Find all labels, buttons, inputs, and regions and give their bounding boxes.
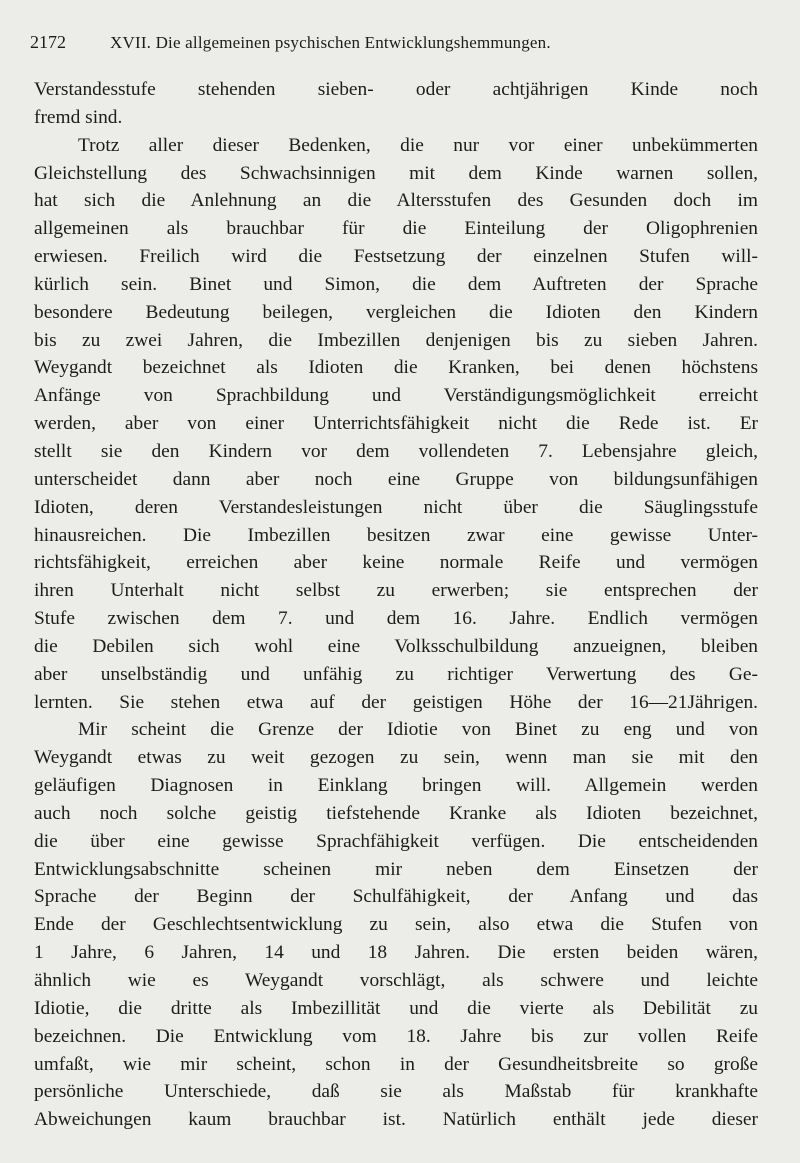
text-line: allgemeinen als brauchbar für die Einteilung der Oligophrenien — [34, 218, 758, 240]
text-line: auch noch solche geistig tiefstehende Kranke als Idioten bezeichnet, — [34, 802, 758, 824]
body-text — [34, 76, 758, 1134]
text-line: Weygandt bezeichnet als Idioten die Kranken, bei denen höchstens — [34, 357, 758, 379]
text-line: Trotz aller dieser Bedenken, die nur vor einer unbekümmerten — [78, 134, 758, 156]
text-line: die über eine gewisse Sprachfähigkeit verfügen. Die entscheidenden — [34, 830, 758, 852]
text-line: Idioten, deren Verstandesleistungen nicht über die Säuglingsstufe — [34, 496, 758, 518]
text-line: persönliche Unterschiede, daß sie als Maßstab für krankhafte — [34, 1081, 758, 1103]
text-line: Gleichstellung des Schwachsinnigen mit dem Kinde warnen sollen, — [34, 162, 758, 184]
text-line: Sprache der Beginn der Schulfähigkeit, der Anfang und das — [34, 886, 758, 908]
text-line: ähnlich wie es Weygandt vorschlägt, als schwere und leichte — [34, 970, 758, 991]
text-line: Entwicklungsabschnitte scheinen mir neben dem Einsetzen der — [34, 858, 758, 880]
running-header — [30, 30, 770, 55]
text-line: Idiotie, die dritte als Imbezillität und die vierte als Debilität zu — [34, 997, 758, 1019]
text-line: Anfänge von Sprachbildung und Verständigungsmöglichkeit erreicht — [34, 385, 758, 407]
text-line: fremd sind. — [34, 106, 123, 128]
text-line: lernten. Sie stehen etwa auf der geistigen Höhe der 16—21Jährigen. — [34, 691, 758, 713]
text-line: kürlich sein. Binet und Simon, die dem Auftreten der Sprache — [34, 273, 758, 295]
running-title: XVII. Die allgemeinen psychischen Entwicklungshemmungen. — [110, 33, 551, 52]
text-line: hinausreichen. Die Imbezillen besitzen zwar eine gewisse Unter- — [34, 524, 758, 546]
text-line: Mir scheint die Grenze der Idiotie von Binet zu eng und von — [78, 719, 758, 741]
text-line: Ende der Geschlechtsentwicklung zu sein, also etwa die Stufen von — [34, 914, 758, 936]
text-line: Verstandesstufe stehenden sieben- oder achtjährigen Kinde noch — [34, 79, 758, 100]
text-line: umfaßt, wie mir scheint, schon in der Gesundheitsbreite so große — [34, 1053, 758, 1075]
text-line: bis zu zwei Jahren, die Imbezillen denjenigen bis zu sieben Jahren. — [34, 329, 758, 351]
text-line: richtsfähigkeit, erreichen aber keine normale Reife und vermögen — [34, 552, 758, 574]
text-line: erwiesen. Freilich wird die Festsetzung der einzelnen Stufen will- — [34, 246, 758, 268]
page-number: 2172 — [30, 32, 66, 52]
text-line: aber unselbständig und unfähig zu richtiger Verwertung des Ge- — [34, 663, 758, 685]
text-line: geläufigen Diagnosen in Einklang bringen will. Allgemein werden — [34, 775, 758, 797]
text-line: hat sich die Anlehnung an die Altersstufen des Gesunden doch im — [34, 190, 758, 212]
text-line: besondere Bedeutung beilegen, vergleichen die Idioten den Kindern — [34, 301, 758, 323]
text-line: unterscheidet dann aber noch eine Gruppe von bildungsunfähigen — [34, 468, 758, 490]
text-line: bezeichnen. Die Entwicklung vom 18. Jahre bis zur vollen Reife — [34, 1025, 758, 1047]
text-line: ihren Unterhalt nicht selbst zu erwerben; sie entsprechen der — [34, 580, 758, 602]
text-line: Stufe zwischen dem 7. und dem 16. Jahre. Endlich vermögen — [34, 608, 758, 630]
text-line: 1 Jahre, 6 Jahren, 14 und 18 Jahren. Die ersten beiden wären, — [34, 942, 758, 964]
text-line: Abweichungen kaum brauchbar ist. Natürlich enthält jede dieser — [34, 1109, 758, 1131]
text-line: die Debilen sich wohl eine Volksschulbildung anzueignen, bleiben — [34, 635, 758, 657]
text-line: werden, aber von einer Unterrichtsfähigkeit nicht die Rede ist. Er — [34, 413, 758, 435]
text-line: stellt sie den Kindern vor dem vollendeten 7. Lebensjahre gleich, — [34, 440, 758, 462]
text-line: Weygandt etwas zu weit gezogen zu sein, wenn man sie mit den — [34, 747, 758, 769]
